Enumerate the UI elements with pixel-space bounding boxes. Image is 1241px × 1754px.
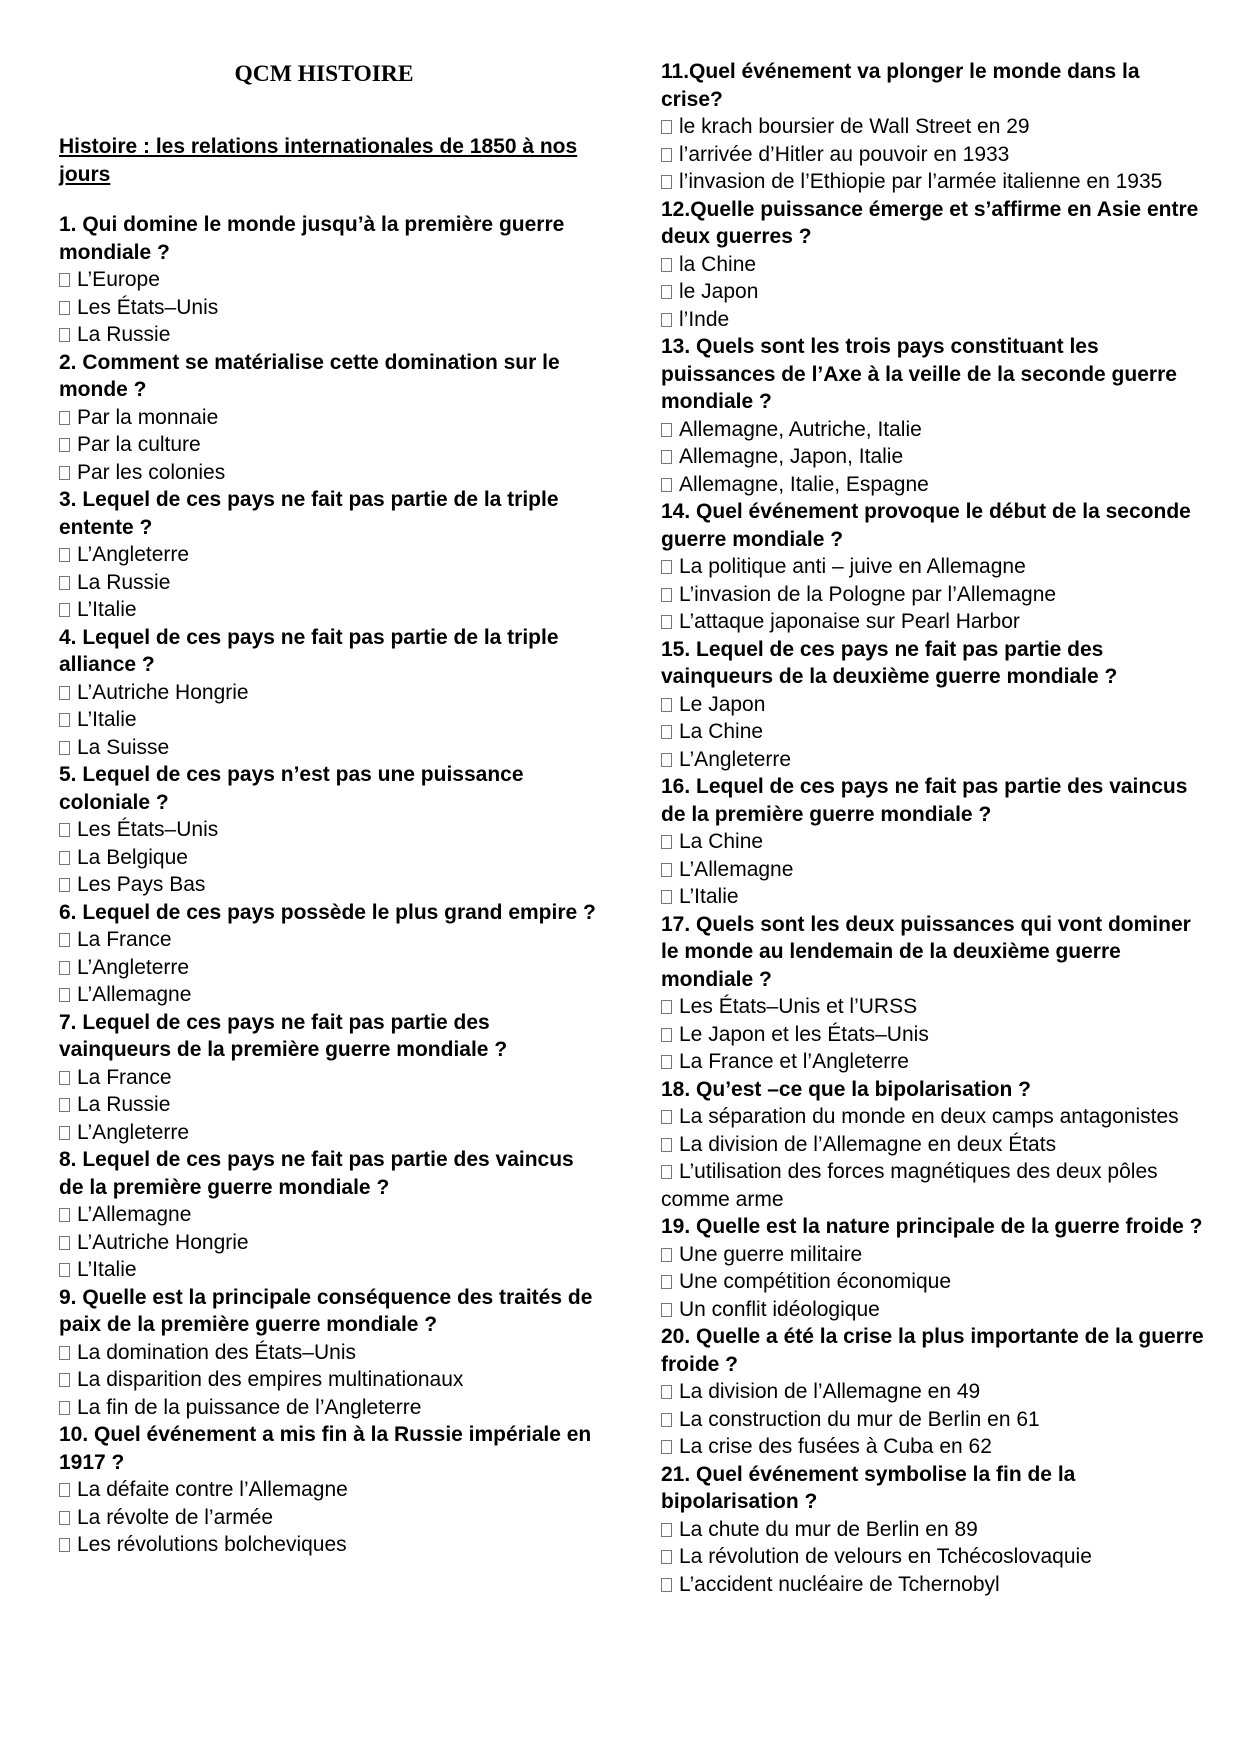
answer-option[interactable]	[661, 1158, 1206, 1213]
question-block	[59, 899, 599, 1009]
answer-option[interactable]	[661, 443, 1206, 471]
answer-option-label: La défaite contre l’Allemagne	[77, 1478, 348, 1501]
answer-option-label: La révolte de l’armée	[77, 1505, 274, 1529]
question-text: 7. Lequel de ces pays ne fait pas partie des vainqueurs de la première guerre mondiale ?	[59, 1010, 508, 1061]
checkbox-icon[interactable]	[661, 313, 672, 327]
answer-option-label: La division de l’Allemagne en 49	[679, 1380, 981, 1403]
question-block	[59, 624, 599, 762]
answer-option[interactable]	[661, 581, 1206, 609]
answer-option-label: La Belgique	[77, 845, 188, 869]
checkbox-icon[interactable]	[59, 1071, 70, 1085]
answer-option[interactable]	[661, 1241, 1206, 1269]
answer-option[interactable]	[59, 266, 599, 294]
answer-option-label: La France et l’Angleterre	[679, 1050, 909, 1073]
answer-option-label: le Japon	[679, 280, 759, 303]
answer-option[interactable]	[59, 1091, 599, 1119]
answer-option[interactable]	[59, 431, 599, 459]
checkbox-icon[interactable]	[59, 466, 70, 480]
checkbox-icon[interactable]	[661, 1578, 672, 1592]
checkbox-icon[interactable]	[59, 1401, 70, 1415]
answer-option[interactable]	[59, 706, 599, 734]
question-text: 2. Comment se matérialise cette domination sur le monde ?	[59, 350, 560, 401]
question-text: 10. Quel événement a mis fin à la Russie impériale en 1917 ?	[59, 1423, 592, 1474]
checkbox-icon[interactable]	[661, 148, 672, 162]
checkbox-icon[interactable]	[661, 120, 672, 134]
answer-option[interactable]	[661, 306, 1206, 334]
checkbox-icon[interactable]	[59, 713, 70, 727]
checkbox-icon[interactable]	[661, 863, 672, 877]
answer-option[interactable]	[661, 141, 1206, 169]
answer-option[interactable]	[59, 404, 599, 432]
checkbox-icon[interactable]	[661, 1248, 672, 1262]
answer-option[interactable]	[661, 1021, 1206, 1049]
answer-option-label: L’attaque japonaise sur Pearl Harbor	[679, 610, 1020, 633]
checkbox-icon[interactable]	[661, 1523, 672, 1537]
answer-option[interactable]	[661, 471, 1206, 499]
checkbox-icon[interactable]	[59, 741, 70, 755]
checkbox-icon[interactable]	[661, 1275, 672, 1289]
answer-option[interactable]	[661, 828, 1206, 856]
checkbox-icon[interactable]	[59, 1511, 70, 1525]
answer-option[interactable]	[661, 278, 1206, 306]
answer-option[interactable]	[59, 679, 599, 707]
checkbox-icon[interactable]	[661, 753, 672, 767]
answer-option[interactable]	[661, 856, 1206, 884]
answer-option[interactable]	[59, 459, 599, 487]
answer-option-label: La Chine	[679, 720, 764, 743]
question-block	[59, 349, 599, 487]
answer-option-label: L’utilisation des forces magnétiques des deux pôles comme arme	[661, 1160, 1158, 1211]
answer-option-label: L’Angleterre	[679, 747, 792, 771]
answer-option-label: Un conflit idéologique	[679, 1297, 880, 1321]
answer-option-label: L’Allemagne	[77, 983, 192, 1006]
question-block	[59, 1284, 599, 1422]
answer-option-label: La politique anti – juive en Allemagne	[679, 555, 1026, 578]
checkbox-icon[interactable]	[661, 1110, 672, 1124]
answer-option-label: La Chine	[679, 830, 764, 853]
answer-option[interactable]	[661, 1131, 1206, 1159]
question-text: 9. Quelle est la principale conséquence des traités de paix de la première guerre mondiale ?	[59, 1285, 593, 1336]
checkbox-icon[interactable]	[59, 1483, 70, 1497]
question-text: 14. Quel événement provoque le début de la seconde guerre mondiale ?	[661, 500, 1191, 551]
checkbox-icon[interactable]	[661, 890, 672, 904]
answer-option[interactable]	[661, 883, 1206, 911]
answer-option-label: l’Inde	[679, 307, 730, 331]
answer-option-label: L’Angleterre	[77, 543, 190, 566]
question-block	[661, 1213, 1206, 1323]
checkbox-icon[interactable]	[661, 258, 672, 272]
checkbox-icon[interactable]	[661, 560, 672, 574]
checkbox-icon[interactable]	[661, 1413, 672, 1427]
answer-option-label: L’accident nucléaire de Tchernobyl	[679, 1572, 1000, 1596]
answer-option[interactable]	[59, 954, 599, 982]
answer-option-label: La crise des fusées à Cuba en 62	[679, 1435, 992, 1458]
checkbox-icon[interactable]	[59, 823, 70, 837]
answer-option[interactable]	[59, 1531, 599, 1559]
question-text: 5. Lequel de ces pays n’est pas une puissance coloniale ?	[59, 763, 524, 814]
answer-option-label: Allemagne, Japon, Italie	[679, 445, 904, 468]
question-block	[661, 58, 1206, 196]
question-block	[661, 1076, 1206, 1214]
answer-option-label: Les États–Unis	[77, 295, 219, 319]
question-text: 1. Qui domine le monde jusqu’à la première guerre mondiale ?	[59, 213, 565, 264]
checkbox-icon[interactable]	[59, 1538, 70, 1552]
answer-option-label: Les États–Unis et l’URSS	[679, 995, 918, 1018]
question-list-left	[59, 211, 599, 1559]
checkbox-icon[interactable]	[59, 933, 70, 947]
question-text: 19. Quelle est la nature principale de la guerre froide ?	[661, 1215, 1203, 1238]
answer-option-label: L’Angleterre	[77, 955, 190, 979]
checkbox-icon[interactable]	[661, 175, 672, 189]
answer-option-label: L’Autriche Hongrie	[77, 1230, 249, 1254]
answer-option-label: La séparation du monde en deux camps antagonistes	[679, 1105, 1179, 1128]
answer-option-label: l’invasion de l’Ethiopie par l’armée italienne en 1935	[679, 170, 1163, 193]
checkbox-icon[interactable]	[661, 1440, 672, 1454]
answer-option[interactable]	[59, 1201, 599, 1229]
answer-option-label: La domination des États–Unis	[77, 1340, 356, 1364]
checkbox-icon[interactable]	[59, 1098, 70, 1112]
answer-option-label: L’Italie	[77, 708, 137, 731]
checkbox-icon[interactable]	[59, 1346, 70, 1360]
answer-option-label: Allemagne, Autriche, Italie	[679, 417, 922, 441]
answer-option[interactable]	[59, 596, 599, 624]
answer-option[interactable]	[59, 844, 599, 872]
question-text: 12.Quelle puissance émerge et s’affirme en Asie entre deux guerres ?	[661, 197, 1199, 248]
checkbox-icon[interactable]	[59, 603, 70, 617]
answer-option-label: L’Europe	[77, 268, 160, 291]
answer-option[interactable]	[59, 1394, 599, 1422]
question-block	[59, 761, 599, 899]
answer-option[interactable]	[59, 734, 599, 762]
checkbox-icon[interactable]	[59, 1373, 70, 1387]
checkbox-icon[interactable]	[59, 328, 70, 342]
answer-option-label: L’Allemagne	[679, 857, 794, 881]
question-text: 4. Lequel de ces pays ne fait pas partie de la triple alliance ?	[59, 625, 559, 676]
answer-option[interactable]	[59, 1064, 599, 1092]
answer-option[interactable]	[59, 816, 599, 844]
question-list-right	[661, 58, 1206, 1598]
answer-option-label: Les Pays Bas	[77, 873, 206, 896]
checkbox-icon[interactable]	[59, 686, 70, 700]
question-text: 13. Quels sont les trois pays constituant les puissances de l’Axe à la veille de la seconde guerre mondiale ?	[661, 335, 1177, 413]
checkbox-icon[interactable]	[59, 1126, 70, 1140]
answer-option-label: L’Italie	[679, 885, 739, 908]
answer-option-label: Les révolutions bolcheviques	[77, 1533, 347, 1556]
question-text: 21. Quel événement symbolise la fin de la bipolarisation ?	[661, 1462, 1076, 1513]
question-block	[59, 1421, 599, 1559]
answer-option[interactable]	[661, 1433, 1206, 1461]
checkbox-icon[interactable]	[59, 411, 70, 425]
answer-option-label: L’Autriche Hongrie	[77, 680, 249, 704]
answer-option-label: Le Japon et les États–Unis	[679, 1022, 929, 1046]
answer-option-label: La division de l’Allemagne en deux États	[679, 1132, 1057, 1156]
answer-option[interactable]	[59, 1229, 599, 1257]
checkbox-icon[interactable]	[661, 1550, 672, 1564]
answer-option[interactable]	[59, 1119, 599, 1147]
question-block	[661, 1323, 1206, 1461]
question-text: 15. Lequel de ces pays ne fait pas partie des vainqueurs de la deuxième guerre mondiale ?	[661, 637, 1118, 688]
answer-option[interactable]	[59, 981, 599, 1009]
checkbox-icon[interactable]	[59, 438, 70, 452]
checkbox-icon[interactable]	[59, 301, 70, 315]
answer-option-label: La construction du mur de Berlin en 61	[679, 1407, 1040, 1431]
checkbox-icon[interactable]	[661, 835, 672, 849]
answer-option-label: L’invasion de la Pologne par l’Allemagne	[679, 582, 1057, 606]
answer-option-label: L’Angleterre	[77, 1120, 190, 1144]
answer-option-label: La Suisse	[77, 735, 170, 759]
question-text: 3. Lequel de ces pays ne fait pas partie de la triple entente ?	[59, 488, 559, 539]
question-block	[59, 486, 599, 624]
answer-option[interactable]	[59, 871, 599, 899]
answer-option[interactable]	[661, 746, 1206, 774]
checkbox-icon[interactable]	[661, 478, 672, 492]
answer-option[interactable]	[59, 294, 599, 322]
question-block	[661, 773, 1206, 911]
answer-option[interactable]	[661, 608, 1206, 636]
checkbox-icon[interactable]	[661, 725, 672, 739]
question-text: 8. Lequel de ces pays ne fait pas partie des vaincus de la première guerre mondiale ?	[59, 1148, 574, 1199]
answer-option-label: L’Italie	[77, 598, 137, 621]
answer-option-label: Par la culture	[77, 433, 201, 456]
answer-option-label: Les États–Unis	[77, 818, 219, 841]
checkbox-icon[interactable]	[661, 1000, 672, 1014]
answer-option[interactable]	[661, 113, 1206, 141]
answer-option[interactable]	[59, 1366, 599, 1394]
checkbox-icon[interactable]	[59, 273, 70, 287]
question-text: 18. Qu’est –ce que la bipolarisation ?	[661, 1077, 1031, 1101]
answer-option[interactable]	[661, 1268, 1206, 1296]
checkbox-icon[interactable]	[661, 1385, 672, 1399]
answer-option[interactable]	[661, 168, 1206, 196]
question-text: 17. Quels sont les deux puissances qui vont dominer le monde au lendemain de la deuxième guerre mondiale ?	[661, 912, 1191, 991]
checkbox-icon[interactable]	[661, 1028, 672, 1042]
answer-option[interactable]	[59, 1476, 599, 1504]
checkbox-icon[interactable]	[661, 1055, 672, 1069]
checkbox-icon[interactable]	[59, 878, 70, 892]
answer-option[interactable]	[661, 1378, 1206, 1406]
question-block	[59, 1146, 599, 1284]
answer-option[interactable]	[661, 691, 1206, 719]
answer-option-label: Une compétition économique	[679, 1270, 951, 1293]
answer-option[interactable]	[59, 1256, 599, 1284]
answer-option-label: Par la monnaie	[77, 405, 219, 429]
checkbox-icon[interactable]	[661, 1303, 672, 1317]
checkbox-icon[interactable]	[59, 576, 70, 590]
checkbox-icon[interactable]	[59, 988, 70, 1002]
answer-option-label: Une guerre militaire	[679, 1242, 863, 1266]
question-text: 6. Lequel de ces pays possède le plus grand empire ?	[59, 900, 596, 924]
answer-option-label: l’arrivée d’Hitler au pouvoir en 1933	[679, 142, 1010, 166]
checkbox-icon[interactable]	[661, 285, 672, 299]
answer-option[interactable]	[661, 1296, 1206, 1324]
answer-option[interactable]	[661, 1543, 1206, 1571]
checkbox-icon[interactable]	[661, 698, 672, 712]
answer-option[interactable]	[661, 1516, 1206, 1544]
question-text: 11.Quel événement va plonger le monde dans la crise?	[661, 60, 1140, 111]
checkbox-icon[interactable]	[661, 1138, 672, 1152]
answer-option[interactable]	[59, 569, 599, 597]
answer-option[interactable]	[59, 541, 599, 569]
page-title: QCM HISTOIRE	[234, 61, 414, 87]
question-block	[661, 333, 1206, 498]
answer-option[interactable]	[661, 1103, 1206, 1131]
question-block	[661, 498, 1206, 636]
answer-option-label: La France	[77, 928, 172, 951]
question-block	[59, 211, 599, 349]
answer-option-label: La Russie	[77, 323, 171, 346]
answer-option-label: La fin de la puissance de l’Angleterre	[77, 1395, 422, 1419]
checkbox-icon[interactable]	[59, 548, 70, 562]
checkbox-icon[interactable]	[661, 588, 672, 602]
answer-option-label: La chute du mur de Berlin en 89	[679, 1517, 978, 1541]
answer-option-label: Par les colonies	[77, 460, 226, 484]
answer-option[interactable]	[59, 1339, 599, 1367]
checkbox-icon[interactable]	[661, 423, 672, 437]
checkbox-icon[interactable]	[59, 1208, 70, 1222]
answer-option-label: le krach boursier de Wall Street en 29	[679, 115, 1030, 138]
checkbox-icon[interactable]	[59, 1236, 70, 1250]
question-block	[661, 636, 1206, 774]
checkbox-icon[interactable]	[59, 961, 70, 975]
question-block	[661, 911, 1206, 1076]
answer-option-label: La Russie	[77, 1093, 171, 1116]
answer-option-label: L’Allemagne	[77, 1203, 192, 1226]
section-subtitle: Histoire : les relations internationales de 1850 à nos jours	[59, 135, 578, 186]
answer-option[interactable]	[661, 1048, 1206, 1076]
checkbox-icon[interactable]	[59, 851, 70, 865]
answer-option-label: La révolution de velours en Tchécoslovaquie	[679, 1545, 1092, 1568]
checkbox-icon[interactable]	[661, 450, 672, 464]
checkbox-icon[interactable]	[661, 1165, 672, 1179]
question-block	[661, 1461, 1206, 1599]
answer-option-label: Le Japon	[679, 692, 766, 716]
answer-option-label: la Chine	[679, 252, 757, 276]
answer-option-label: L’Italie	[77, 1258, 137, 1281]
answer-option[interactable]	[661, 993, 1206, 1021]
question-text: 16. Lequel de ces pays ne fait pas partie des vaincus de la première guerre mondiale ?	[661, 775, 1188, 826]
question-block	[59, 1009, 599, 1147]
answer-option-label: La France	[77, 1065, 172, 1089]
answer-option-label: La disparition des empires multinationaux	[77, 1368, 464, 1391]
checkbox-icon[interactable]	[59, 1263, 70, 1277]
answer-option[interactable]	[661, 416, 1206, 444]
answer-option[interactable]	[661, 1406, 1206, 1434]
answer-option[interactable]	[661, 251, 1206, 279]
checkbox-icon[interactable]	[661, 615, 672, 629]
answer-option[interactable]	[661, 1571, 1206, 1599]
answer-option-label: La Russie	[77, 570, 171, 594]
question-block	[661, 196, 1206, 334]
answer-option-label: Allemagne, Italie, Espagne	[679, 472, 929, 496]
answer-option[interactable]	[59, 1504, 599, 1532]
question-text: 20. Quelle a été la crise la plus importante de la guerre froide ?	[661, 1325, 1204, 1376]
answer-option[interactable]	[59, 321, 599, 349]
answer-option[interactable]	[661, 553, 1206, 581]
answer-option[interactable]	[59, 926, 599, 954]
answer-option[interactable]	[661, 718, 1206, 746]
